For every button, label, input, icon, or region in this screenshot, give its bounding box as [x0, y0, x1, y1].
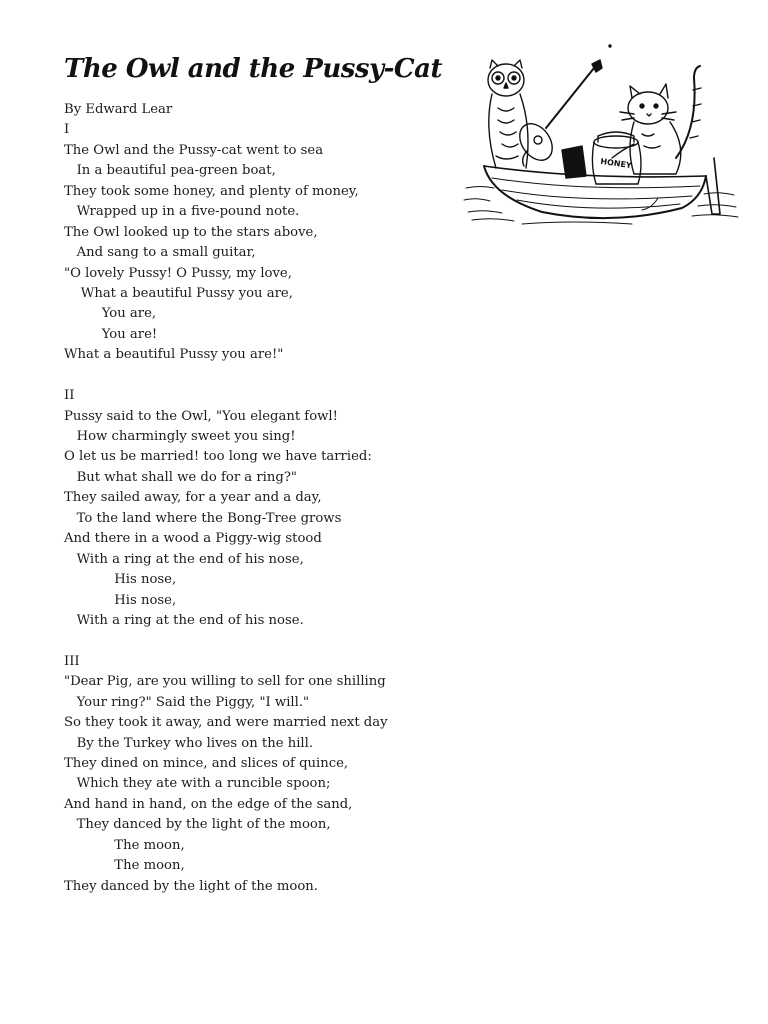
ink-dot: [609, 45, 611, 47]
poem-line: Which they ate with a runcible spoon;: [64, 776, 331, 792]
stanza-break: [64, 366, 454, 386]
poem-line: They danced by the light of the moon.: [64, 878, 318, 894]
poem-line: Pussy said to the Owl, "You elegant fowl!: [64, 408, 338, 424]
poem-title: The Owl and the Pussy-Cat: [64, 54, 442, 84]
poem-line: Your ring?" Said the Piggy, "I will.": [64, 694, 310, 710]
poem-line: His nose,: [64, 572, 177, 588]
poem-line: They sailed away, for a year and a day,: [64, 490, 322, 506]
poem-line: With a ring at the end of his nose,: [64, 551, 304, 567]
poem-line: So they took it away, and were married next day: [64, 715, 388, 731]
stanza-break: [64, 631, 454, 651]
poem-line: And there in a wood a Piggy-wig stood: [64, 531, 322, 547]
poem-line: But what shall we do for a ring?": [64, 469, 297, 485]
poem-line: They danced by the light of the moon,: [64, 817, 331, 833]
poem-line: "Dear Pig, are you willing to sell for one shilling: [64, 674, 386, 690]
poem-line: In a beautiful pea-green boat,: [64, 163, 276, 179]
poem-line: The Owl and the Pussy-cat went to sea: [64, 142, 324, 158]
poem-line: What a beautiful Pussy you are!": [64, 347, 284, 363]
honey-label: HONEY: [599, 156, 633, 171]
guitar: [513, 60, 602, 166]
poem-line: O let us be married! too long we have tarried:: [64, 449, 372, 465]
stanza-numeral: III: [64, 653, 80, 669]
poem-line: What a beautiful Pussy you are,: [64, 285, 293, 301]
poem-line: The moon,: [64, 858, 185, 874]
poem-line: You are!: [64, 326, 158, 342]
poem-line: To the land where the Bong-Tree grows: [64, 510, 342, 526]
poem-line: And hand in hand, on the edge of the sand,: [64, 796, 353, 812]
author-line: By Edward Lear: [64, 102, 173, 117]
stanza-numeral: I: [64, 122, 70, 138]
poem-body: [64, 100, 454, 897]
poem-line: They dined on mince, and slices of quince,: [64, 756, 349, 771]
cat: [612, 66, 701, 174]
poem-line: His nose,: [64, 592, 177, 608]
poem-line: By the Turkey who lives on the hill.: [64, 735, 314, 751]
poem-line: Wrapped up in a five-pound note.: [64, 204, 300, 220]
poem-line: "O lovely Pussy! O Pussy, my love,: [64, 265, 292, 281]
basket: [562, 146, 586, 178]
stanza-numeral: II: [64, 388, 75, 404]
poem-line: The moon,: [64, 837, 185, 853]
owl: [488, 60, 528, 168]
poem-line: With a ring at the end of his nose.: [64, 612, 304, 628]
poem-line: And sang to a small guitar,: [64, 245, 256, 261]
owl-and-cat-illustration: [462, 38, 740, 226]
boat: [484, 158, 720, 218]
poem-line: How charmingly sweet you sing!: [64, 429, 296, 444]
poem-line: They took some honey, and plenty of money,: [64, 183, 359, 199]
poem-line: The Owl looked up to the stars above,: [64, 224, 318, 240]
poem-line: You are,: [64, 306, 157, 322]
